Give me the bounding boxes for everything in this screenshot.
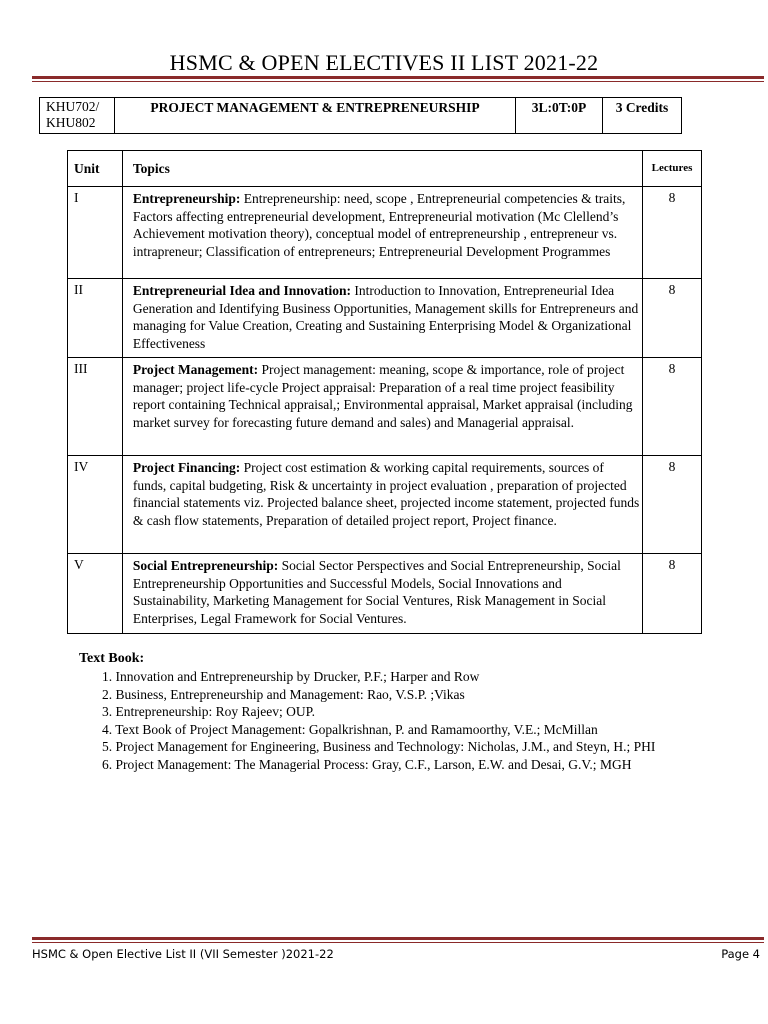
unit-number: III (68, 358, 123, 456)
unit-number: I (68, 187, 123, 279)
page-title: HSMC & OPEN ELECTIVES II LIST 2021-22 (169, 50, 599, 75)
syllabus-header-row (68, 151, 702, 187)
unit-topics (122, 358, 642, 456)
unit-heading: Project Financing: (132, 460, 241, 475)
table-row (68, 187, 702, 279)
textbook-heading: Text Book: (79, 651, 145, 666)
table-row (68, 456, 702, 554)
course-name: PROJECT MANAGEMENT & ENTREPRENEURSHIP (115, 98, 516, 134)
list-item: 6. Project Management: The Managerial Process: Gray, C.F., Larson, E.W. and Desai, G.V.; MGH (102, 756, 632, 772)
unit-lectures: 8 (643, 187, 702, 279)
unit-lectures: 8 (643, 279, 702, 358)
textbook-list (102, 668, 722, 773)
unit-lectures: 8 (643, 456, 702, 554)
table-row (68, 279, 702, 358)
unit-number: II (68, 279, 123, 358)
unit-heading: Social Entrepreneurship: (132, 558, 279, 573)
list-item: 1. Innovation and Entrepreneurship by Drucker, P.F.; Harper and Row (102, 669, 480, 684)
list-item: 2. Business, Entrepreneurship and Management: Rao, V.S.P. ;Vikas (102, 686, 465, 702)
course-credits: 3 Credits (603, 98, 682, 134)
unit-lectures: 8 (643, 358, 702, 456)
header-rule (32, 76, 764, 82)
unit-text: Entrepreneurship: need, scope , Entrepreneurial competencies & traits, Factors affecting entrepreneurial development, Entrepreneurial motivation (Mc Clellend’s Achievement motivation theory), conceptual model of entrepreneurship , entrepreneur vs. intrapreneur; Classification of entrepreneurs; Entrepreneurial Development Programmes (132, 191, 626, 260)
col-topics-header: Topics (122, 151, 642, 187)
page-number: Page 4 (721, 947, 760, 961)
unit-topics (122, 279, 642, 358)
course-code-line2: KHU802 (46, 115, 96, 130)
list-item: 3. Entrepreneurship: Roy Rajeev; OUP. (102, 704, 315, 719)
col-lectures-header: Lectures (643, 151, 702, 187)
unit-number: IV (68, 456, 123, 554)
course-ltp: 3L:0T:0P (516, 98, 603, 134)
unit-heading: Entrepreneurship: (132, 191, 241, 206)
course-code-line1: KHU702/ (46, 99, 100, 114)
footer-text: HSMC & Open Elective List II (VII Semester )2021-22 (32, 947, 334, 961)
footer-rule (32, 937, 764, 943)
unit-number: V (68, 554, 123, 634)
unit-heading: Project Management: (132, 362, 259, 377)
list-item: 5. Project Management for Engineering, Business and Technology: Nicholas, J.M., and Steyn, H.; PHI (102, 739, 656, 754)
col-unit-header: Unit (68, 151, 123, 187)
unit-lectures: 8 (643, 554, 702, 634)
unit-text: Introduction to Innovation, Entrepreneurial Idea Generation and Identifying Business Opportunities, Management skills for Entrepreneurs and managing for Value Creation, Creating and Sustaining Enterprising Model & Organizational Effectiveness (132, 283, 639, 352)
course-code (40, 98, 115, 134)
list-item: 4. Text Book of Project Management: Gopalkrishnan, P. and Ramamoorthy, V.E.; McMillan (102, 721, 598, 737)
table-row (68, 358, 702, 456)
unit-text: Social Sector Perspectives and Social Entrepreneurship, Social Entrepreneurship Opportunities and Successful Models, Social Innovations and Sustainability, Marketing Management for Social Ventures, Risk Management in Social Enterprises, Legal Framework for Social Ventures. (132, 558, 621, 627)
table-row (68, 554, 702, 634)
course-header-table (39, 97, 682, 134)
unit-topics (122, 554, 642, 634)
unit-topics (122, 187, 642, 279)
unit-text: Project cost estimation & working capital requirements, sources of funds, capital budgeting, Risk & uncertainty in project evaluation , preparation of projected financial statements viz. Projected balance sheet, projected income statement, projected funds & cash flow statements, Preparation of detailed project report, Project finance. (132, 460, 640, 529)
unit-text: Project management: meaning, scope & importance, role of project manager; project life-cycle Project appraisal: Preparation of a real time project feasibility report containing Technical appraisal,; Environmental appraisal, Market appraisal (including market survey for forecasting future demand and sales) and Managerial appraisal. (132, 362, 633, 431)
unit-topics (122, 456, 642, 554)
syllabus-table (67, 150, 702, 634)
unit-heading: Entrepreneurial Idea and Innovation: (132, 283, 352, 298)
